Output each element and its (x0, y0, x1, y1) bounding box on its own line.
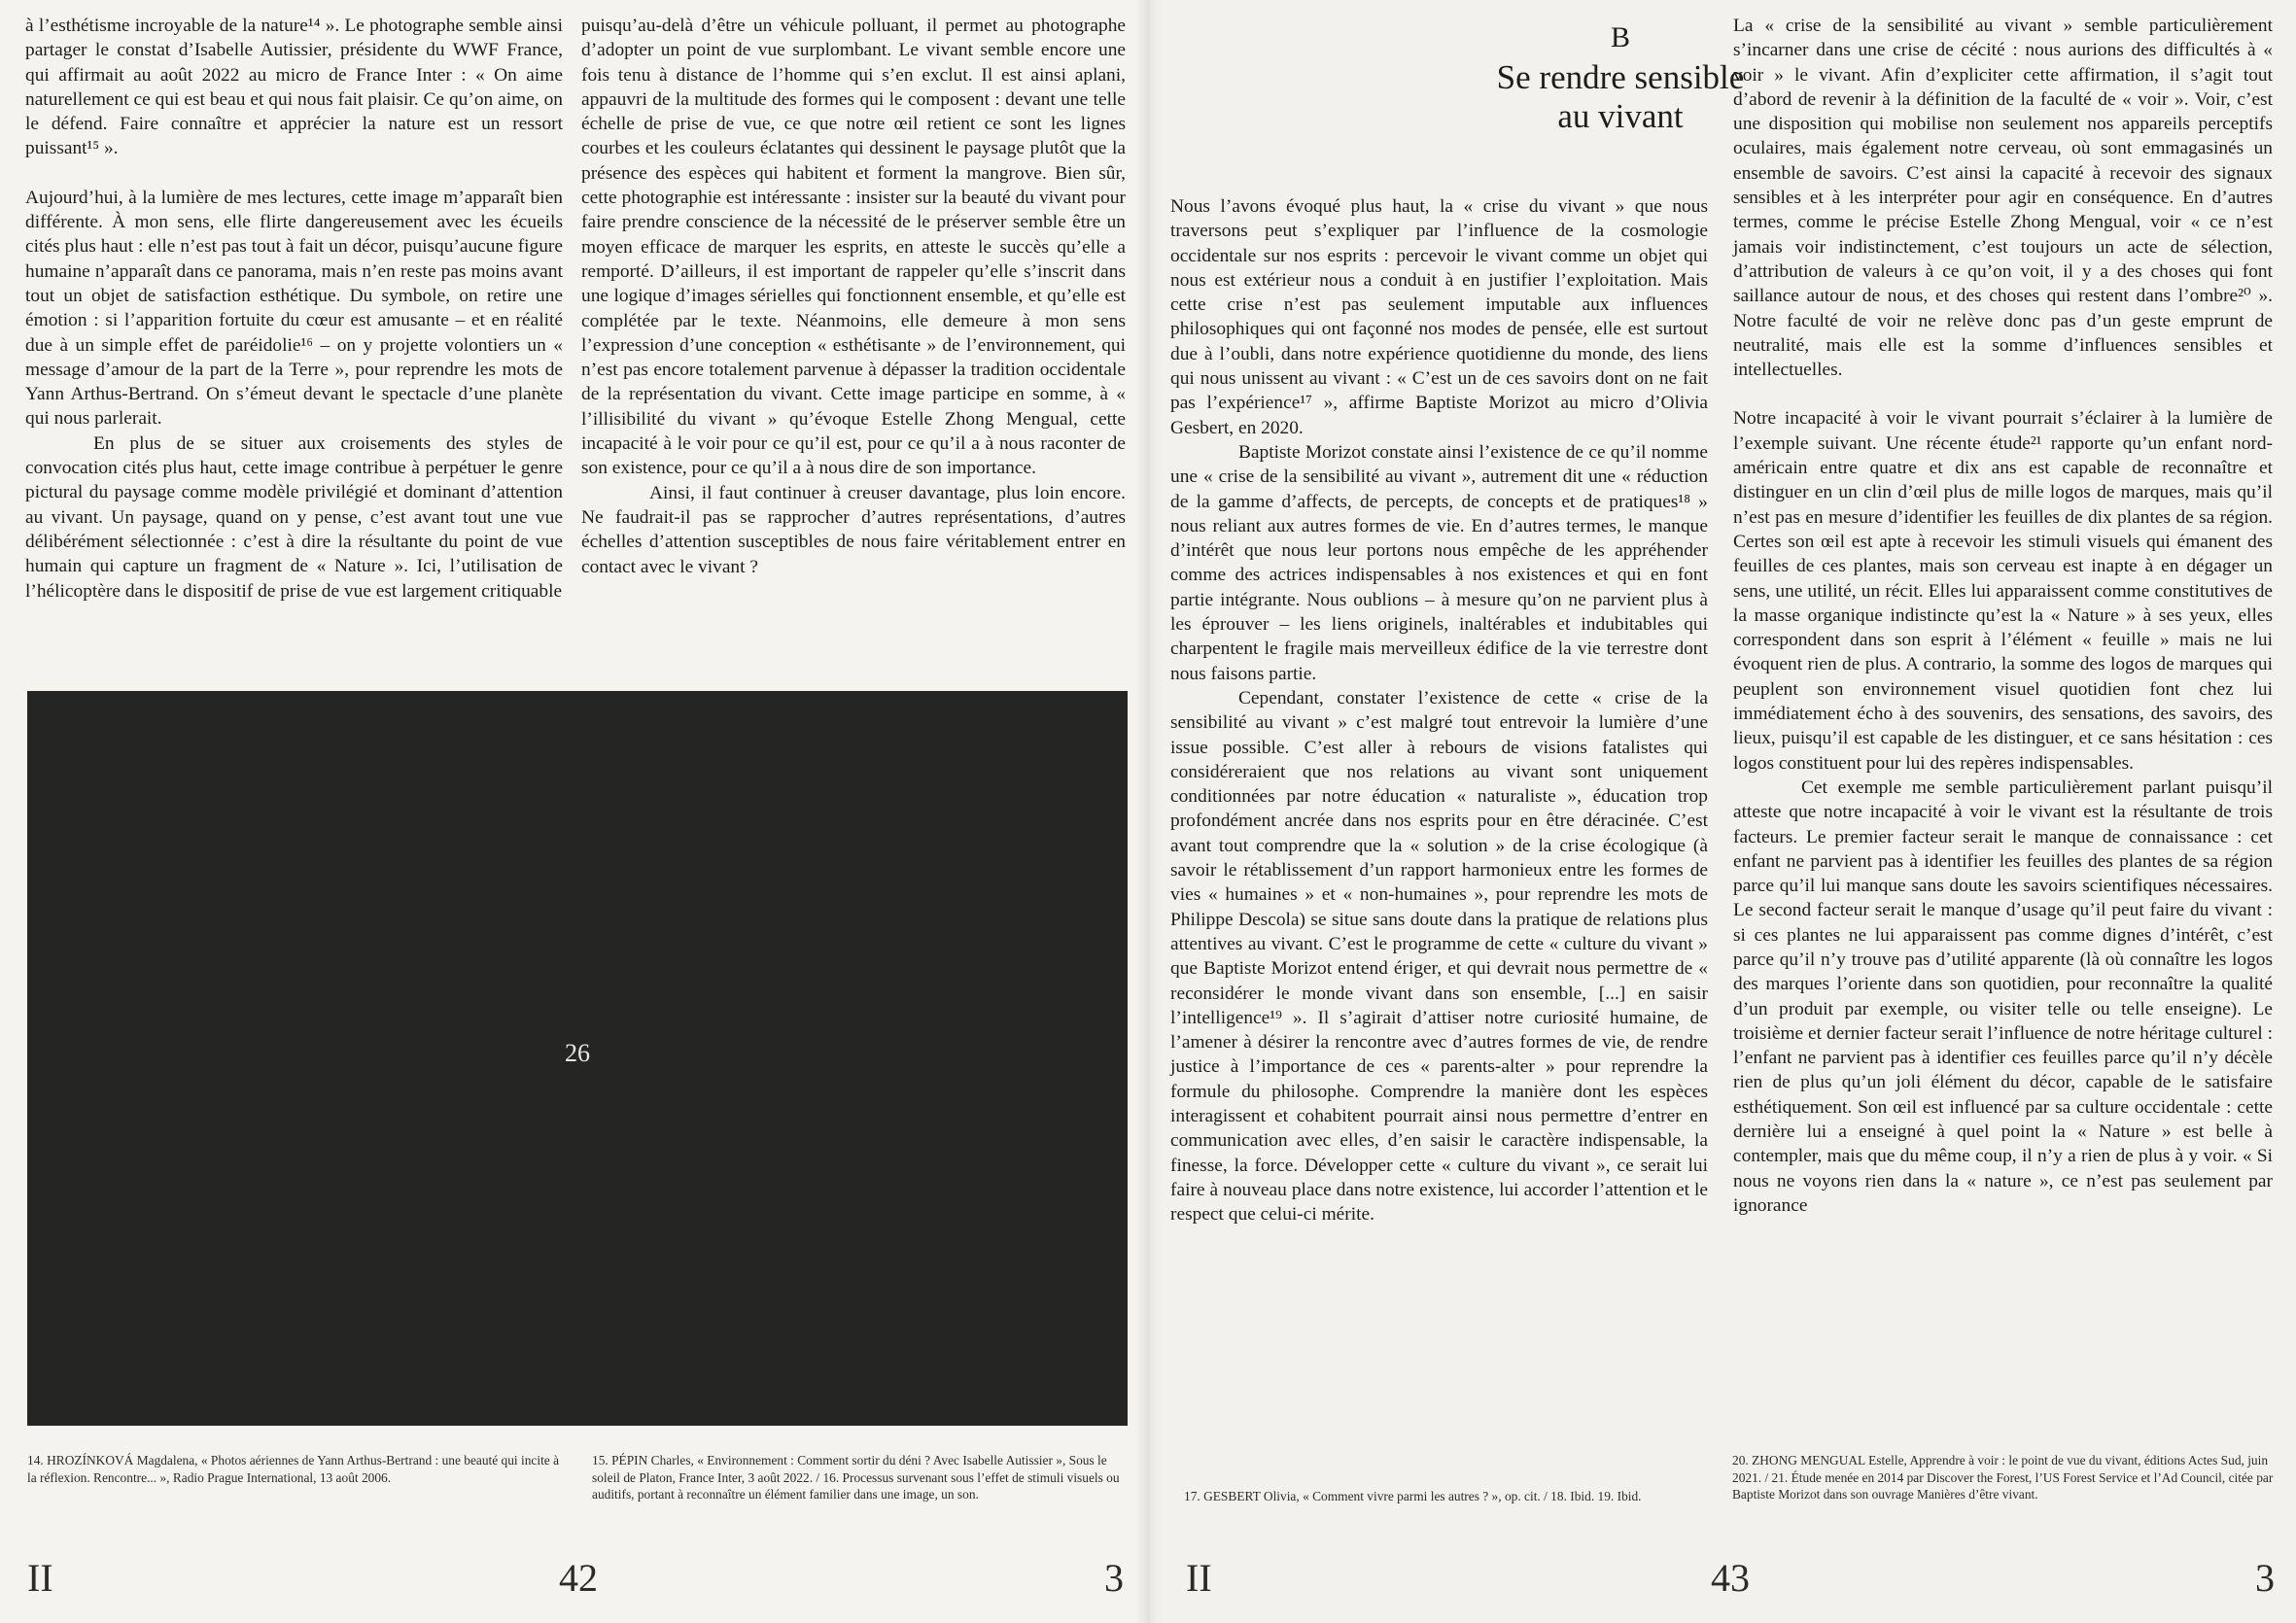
left-column-1 (25, 14, 563, 604)
footnote-text: 15. PÉPIN Charles, « Environnement : Comment sortir du déni ? Avec Isabelle Autissier », Sous le soleil de Platon, France Inter, 3 août 2022. / 16. Processus survenant sous l’effet de stimuli visuels ou auditifs, portant à reconnaître un élément familier dans une image, un son. (592, 1453, 1120, 1502)
paragraph: à l’esthétisme incroyable de la nature¹⁴ ». Le photographe semble ainsi partager le constat d’Isabelle Autissier, présidente du WWF France, qui affirmait au août 2022 au micro de France Inter : « On aime naturellement ce qui est beau et qui nous fait plaisir. Ce qu’on aime, on le défend. Faire connaître et apprécier la nature est un ressort puissant¹⁵ ». (25, 16, 563, 159)
paragraph: Cet exemple me semble particulièrement parlant puisqu’il atteste que notre incapacité à voir le vivant est la résultante de trois facteurs. Le premier facteur serait le manque de connaissance : cet enfant ne parvient pas à identifier les feuilles des plantes de sa région parce qu’il lui manque sans doute les savoirs scientifiques nécessaires. Le second facteur serait le manque d’usage qu’il peut faire du vivant : si ces plantes ne lui apparaissent pas comme dignes d’intérêt, c’est parce qu’il n’y trouve pas d’utilité apparente (là où connaître les logos des marques l’oriente dans son quotidien, pour reconnaître la qualité d’un produit par exemple, ou visiter telle ou telle enseigne). Le troisième et dernier facteur serait l’influence de notre héritage culturel : l’enfant ne parvient pas à identifier ces feuilles parce qu’il n’y décèle rien de plus qu’un joli élément du décor, capable de le satisfaire esthétiquement. Son œil est influencé par sa culture occidentale : cette dernière lui a enseigné à quel point la « Nature » est belle à contempler, mais que du même coup, il n’y a rien de plus à y voir. « Si nous ne voyons rien dans la « nature », ce n’est pas seulement par ignorance (1733, 777, 2273, 1216)
section-title (1426, 58, 1815, 136)
footnote-15-16 (592, 1452, 1129, 1503)
footnote-20-21 (1732, 1452, 2277, 1503)
photo-number: 26 (565, 1039, 590, 1067)
photo-placeholder (27, 691, 1128, 1426)
footnote-14 (27, 1452, 572, 1486)
section-letter: B (1610, 21, 1630, 53)
footnote-text: 20. ZHONG MENGUAL Estelle, Apprendre à voir : le point de vue du vivant, éditions Actes Sud, juin 2021. / 21. Étude menée en 2014 par Discover the Forest, l’US Forest Service et l’Ad Council, citée par Baptiste Morizot dans son ouvrage Manières d’être vivant. (1732, 1453, 2274, 1502)
paragraph: Ainsi, il faut continuer à creuser davantage, plus loin encore. Ne faudrait-il pas se rapprocher d’autres représentations, d’autres échelles d’attention susceptibles de nous faire véritablement entrer en contact avec le vivant ? (581, 482, 1126, 577)
section-title-line: Se rendre sensible (1496, 58, 1745, 96)
section-title-line: au vivant (1557, 97, 1684, 135)
paragraph: Aujourd’hui, à la lumière de mes lectures, cette image m’apparaît bien différente. À mon sens, elle flirte dangereusement avec les écueils cités plus haut : elle n’est pas tout à fait un décor, puisqu’aucune figure humaine n’apparaît dans ce panorama, mais n’en reste pas moins avant tout un objet de satisfaction esthétique. Du symbole, on retire une émotion : si l’apparition fortuite du cœur est amusante – et en réalité due à un simple effet de paréidolie¹⁶ – on y projette volontiers un « message d’amour de la part de la Terre », pour reprendre les mots de Yann Arthus-Bertrand. On s’émeut devant le spectacle d’une planète qui nous parlerait. (25, 187, 563, 430)
page-number: 42 (559, 1556, 598, 1600)
footnote-text: 17. GESBERT Olivia, « Comment vivre parmi les autres ? », op. cit. / 18. Ibid. 19. Ibid. (1184, 1489, 1642, 1503)
paragraph: Cependant, constater l’existence de cette « crise de la sensibilité au vivant » c’est malgré tout entrevoir la lumière d’une issue possible. C’est aller à rebours de visions fatalistes qui considéreraient que nos relations au vivant sont uniquement conditionnées par notre éducation « naturaliste », éducation trop profondément ancrée dans nos esprits pour en être déracinée. C’est avant tout comprendre que la « solution » de la crise écologique (à savoir le rétablissement d’un rapport harmonieux entre les formes de vies « humaines » et « non-humaines », pour reprendre les mots de Philippe Descola) se situe sans doute dans la pratique de relations plus attentives au vivant. C’est le programme de cette « culture du vivant » que Baptiste Morizot entend ériger, et qui devrait nous permettre de « reconsidérer le monde vivant dans son ensemble, [...] en saisir l’intelligence¹⁹ ». Il s’agirait d’attiser notre curiosité humaine, de l’amener à désirer la rencontre avec d’autres formes de vie, de rendre justice à l’importance de ces « parents-alter » pour reprendre la formule du philosophe. Comprendre la manière dont les espèces interagissent et cohabitent pourrait ainsi nous permettre d’entrer en communication avec elles, d’en saisir le caractère indispensable, la finesse, la force. Développer cette « culture du vivant », ce serait lui faire à nouveau place dans notre existence, lui accorder l’attention et le respect que celui-ci mérite. (1170, 687, 1708, 1226)
right-page (1148, 0, 2296, 1623)
paragraph: Notre incapacité à voir le vivant pourrait s’éclairer à la lumière de l’exemple suivant. Une récente étude²¹ rapporte qu’un enfant nord-américain entre quatre et dix ans est capable de reconnaître et distinguer en un clin d’œil plus de mille logos de marques, mais qu’il n’est pas en mesure d’identifier les feuilles de dix plantes de sa région. Certes son œil est apte à recevoir les stimuli visuels qui émanent des feuilles de ces plantes, mais son cerveau est inapte à en dégager un sens, une utilité, un récit. Elles lui apparaissent comme constitutives de la masse organique indistincte qu’est la « Nature » à ses yeux, elles correspondent dans son esprit à l’élément « feuille » mais ne lui évoquent rien de plus. A contrario, la somme des logos de marques qui peuplent son environnement visuel quotidien font chez lui immédiatement écho à des souvenirs, des sensations, des savoirs, des lieux, puisqu’il est capable de les distinguer, et ce sans hésitation : ces logos constituent pour lui des repères indispensables. (1733, 408, 2273, 774)
right-column-2 (1733, 14, 2273, 1218)
folio-chapter: 3 (1104, 1556, 1124, 1600)
page-number: 43 (1711, 1556, 1750, 1600)
right-column-1 (1170, 194, 1708, 1226)
paragraph: Nous l’avons évoqué plus haut, la « crise du vivant » que nous traversons peut s’expliquer par l’influence de la cosmologie occidentale sur nos esprits : percevoir le vivant comme un objet qui nous est extérieur nous a conduit à en justifier l’exploitation. Mais cette crise n’est pas seulement imputable aux influences philosophiques qui ont façonné nos modes de pensée, elle est surtout due à l’oubli, dans notre expérience quotidienne du monde, des liens qui nous unissent au vivant : « C’est un de ces savoirs dont on ne fait pas l’expérience¹⁷ », affirme Baptiste Morizot au micro d’Olivia Gesbert, en 2020. (1170, 196, 1708, 438)
folio-section: II (1186, 1556, 1212, 1600)
book-gutter (1135, 0, 1161, 1623)
paragraph: Baptiste Morizot constate ainsi l’existence de ce qu’il nomme une « crise de la sensibilité au vivant », autrement dit une « réduction de la gamme d’affects, de percepts, de concepts et de pratiques¹⁸ » nous reliant aux autres formes de vie. En d’autres termes, le manque d’intérêt que nous leur portons nous empêche de les appréhender comme des actrices indispensables à nos existences et qui en font partie intégrante. Nous oublions – à mesure qu’on ne parvient plus à les éprouver – les liens originels, inaltérables et indubitables qui charpentent le fragile mais merveilleux édifice de la vie terrestre dont nous faisons partie. (1170, 441, 1708, 684)
paragraph: La « crise de la sensibilité au vivant » semble particulièrement s’incarner dans une crise de cécité : nous aurions des difficultés à « voir » le vivant. Afin d’expliciter cette affirmation, il s’agit tout d’abord de revenir à la définition de la faculté de « voir ». Voir, c’est une disposition qui mobilise non seulement nos appareils perceptifs oculaires, mais également notre cerveau, où sont emmagasinés un ensemble de savoirs. C’est ainsi la capacité à recevoir des signaux sensibles et à les interpréter pour agir en conséquence. En d’autres termes, comme le précise Estelle Zhong Mengual, voir « ce n’est jamais voir indistinctement, c’est toujours un acte de sélection, d’attribution de valeurs à ce qu’on voit, il y a des choses qui font saillance autour de nous, et des choses qui restent dans l’ombre²⁰ ». Notre faculté de voir ne relève donc pas d’un geste emprunt de neutralité, mais elle est la somme d’influences sensibles et intellectuelles. (1733, 16, 2273, 381)
paragraph: En plus de se situer aux croisements des styles de convocation cités plus haut, cette image contribue à perpétuer le genre pictural du paysage comme modèle privilégié et dominant d’attention au vivant. Un paysage, quand on y pense, c’est avant tout une vue délibérément sélectionnée : c’est à dire la résultante du point de vue humain qui capture un fragment de « Nature ». Ici, l’utilisation de l’hélicoptère dans le dispositif de prise de vue est largement critiquable (25, 432, 563, 602)
folio-chapter: 3 (2255, 1556, 2275, 1600)
paragraph: puisqu’au-delà d’être un véhicule polluant, il permet au photographe d’adopter un point de vue surplombant. Le vivant semble encore une fois tenu à distance de l’homme qui s’en exclut. Il est ainsi aplani, appauvri de la multitude des formes qui le composent : devant une telle échelle de prise de vue, ce que notre œil retient ce sont les lignes courbes et les couleurs éclatantes qui dessinent le paysage plutôt que la présence des espèces qui habitent et forment la mangrove. Bien sûr, cette photographie est intéressante : insister sur la beauté du vivant pour faire prendre conscience de la nécessité de le préserver semble être un moyen efficace de marquer les esprits, en atteste le succès qu’elle a remporté. D’ailleurs, il est important de rappeler qu’elle s’inscrit dans une logique d’images sérielles qui fonctionnent ensemble, et qu’elle est complétée par le texte. Néanmoins, elle demeure à mon sens l’expression d’une conception « esthétisante » de l’environnement, qui n’est pas encore totalement parvenue à dépasser la tradition occidentale de la représentation du vivant. Cette image participe en somme, à « l’illisibilité du vivant » qu’évoque Estelle Zhong Mengual, cette incapacité à le voir pour ce qu’il est, pour ce qu’il a à nous raconter de son existence, pour ce qu’il a à nous dire de son importance. (581, 16, 1126, 479)
footnote-17-19 (1184, 1488, 1723, 1505)
folio-section: II (27, 1556, 53, 1600)
footnote-text: 14. HROZÍNKOVÁ Magdalena, « Photos aériennes de Yann Arthus-Bertrand : une beauté qui incite à la réflexion. Rencontre... », Radio Prague International, 13 août 2006. (27, 1453, 560, 1485)
left-column-2 (581, 14, 1126, 579)
